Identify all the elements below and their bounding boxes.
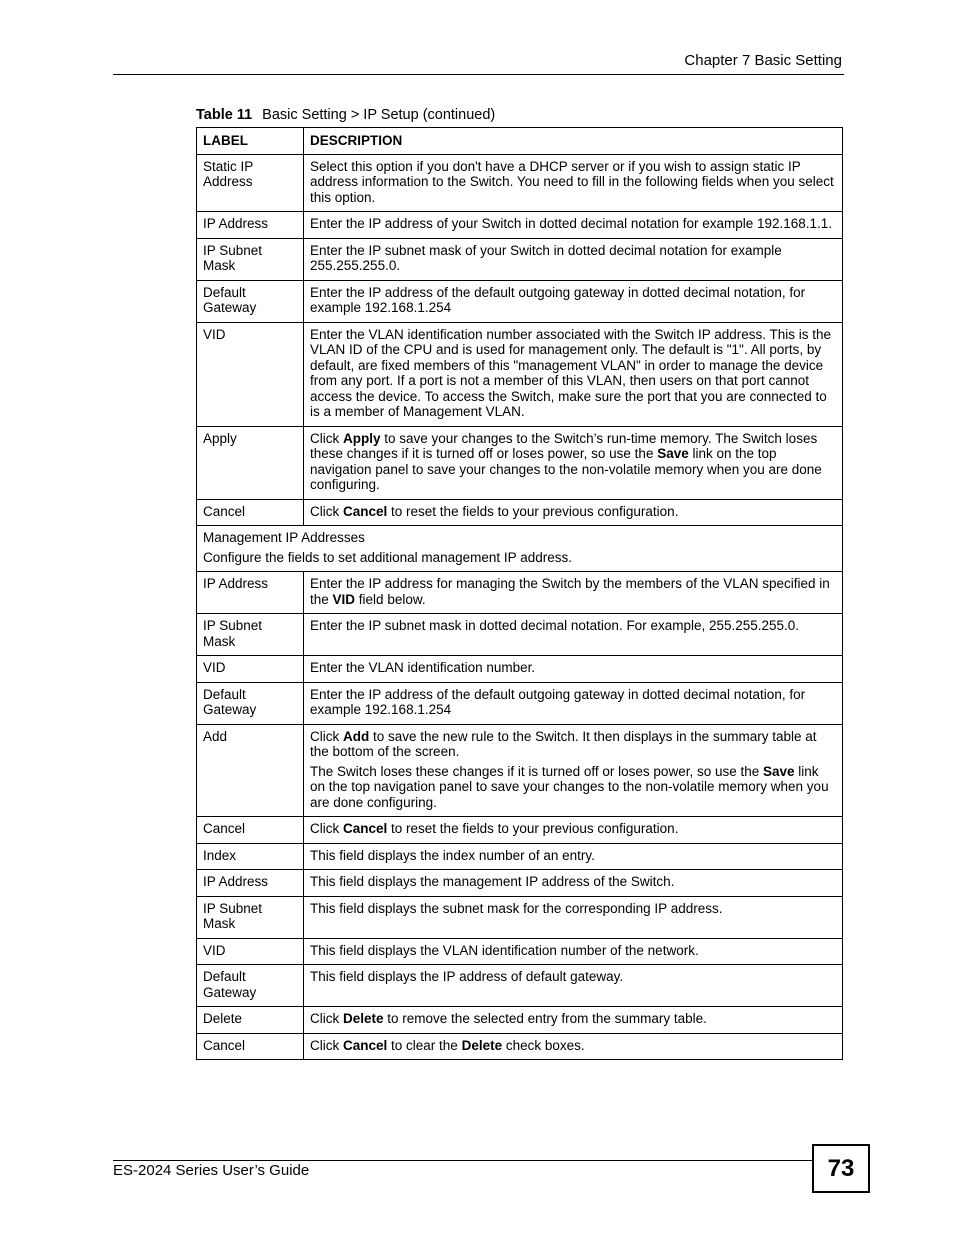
description-paragraph (310, 431, 836, 493)
table-row (197, 154, 843, 212)
row-description (304, 1033, 843, 1060)
description-paragraph (310, 848, 836, 864)
description-paragraph (310, 285, 836, 316)
bold-term: Cancel (343, 1037, 388, 1053)
row-label: Cancel (197, 1033, 304, 1060)
table-row (197, 1033, 843, 1060)
description-text: This field displays the index number of an entry. (310, 847, 595, 863)
table-caption (196, 107, 495, 123)
page-header (113, 50, 844, 75)
ip-setup-table (196, 127, 843, 1060)
description-text: Enter the IP address of the default outgoing gateway in dotted decimal notation, for example 192.168.1.254 (310, 686, 806, 717)
description-text: Enter the IP address for managing the Switch by the members of the VLAN specified in the (310, 576, 830, 607)
description-paragraph (310, 764, 836, 811)
description-text: field below. (355, 591, 426, 607)
row-description (304, 656, 843, 683)
description-text: link on the top navigation panel to save your changes to the non-volatile memory when you are done configuring. (310, 446, 822, 492)
row-description (304, 1007, 843, 1034)
row-label: Delete (197, 1007, 304, 1034)
bold-term: VID (332, 591, 356, 607)
description-text: Click (310, 430, 343, 446)
table-row (197, 656, 843, 683)
description-text: to reset the fields to your previous configuration. (387, 503, 679, 519)
table-row (197, 1007, 843, 1034)
description-text: Enter the IP subnet mask in dotted decimal notation. For example, 255.255.255.0. (310, 618, 800, 633)
bold-term: Delete (461, 1037, 503, 1053)
description-text: to save your changes to the Switch’s run-time memory. The Switch loses these changes if it is turned off or loses power, so use the (310, 430, 818, 461)
bold-term: Add (343, 728, 370, 744)
row-label: IP Subnet Mask (197, 238, 304, 280)
row-description (304, 817, 843, 844)
description-paragraph (310, 216, 836, 232)
row-description (304, 238, 843, 280)
row-label: Cancel (197, 817, 304, 844)
row-label: IP Subnet Mask (197, 614, 304, 656)
description-text: Click (310, 503, 343, 519)
row-description (304, 938, 843, 965)
table-row (197, 572, 843, 614)
description-paragraph (310, 576, 836, 607)
table-row (197, 238, 843, 280)
description-column-header: DESCRIPTION (304, 128, 843, 155)
description-text: link on the top navigation panel to save your changes to the non-volatile memory when you are done configuring. (310, 763, 829, 810)
table-row (197, 896, 843, 938)
description-paragraph (310, 660, 836, 676)
row-label: Add (197, 724, 304, 817)
description-paragraph (310, 969, 836, 985)
description-text: This field displays the VLAN identification number of the network. (310, 942, 699, 958)
description-paragraph (310, 901, 836, 917)
row-description (304, 572, 843, 614)
row-label: IP Address (197, 212, 304, 239)
table-row (197, 322, 843, 426)
description-text: Enter the IP address of your Switch in dotted decimal notation for example 192.168.1.1. (310, 216, 833, 231)
table-row (197, 682, 843, 724)
description-text: check boxes. (502, 1037, 585, 1053)
description-paragraph (310, 943, 836, 959)
description-text: to save the new rule to the Switch. It then displays in the summary table at the bottom of the screen. (310, 728, 817, 759)
bold-term: Cancel (343, 503, 388, 519)
row-label: IP Address (197, 572, 304, 614)
description-text: Enter the IP subnet mask of your Switch in dotted decimal notation for example 255.255.255.0. (310, 242, 782, 273)
table-section (197, 526, 843, 572)
table-header-row (197, 128, 843, 155)
row-description (304, 724, 843, 817)
description-text: This field displays the IP address of default gateway. (310, 969, 624, 984)
description-text: to remove the selected entry from the summary table. (383, 1011, 707, 1026)
description-paragraph (310, 821, 836, 837)
row-description (304, 154, 843, 212)
description-text: to clear the (387, 1037, 462, 1053)
table-row (197, 499, 843, 526)
description-text: Select this option if you don't have a DHCP server or if you wish to assign static IP address information to the Switch. You need to fill in the following fields when you select this option. (310, 158, 834, 205)
row-description (304, 280, 843, 322)
table-number: Table 11 (196, 107, 253, 123)
footer-rule (113, 1160, 812, 1161)
description-text: Click (310, 1011, 343, 1026)
table-row (197, 817, 843, 844)
description-paragraph (310, 618, 836, 634)
table-row (197, 280, 843, 322)
description-text: This field displays the subnet mask for the corresponding IP address. (310, 900, 723, 916)
label-column-header: LABEL (197, 128, 304, 155)
description-paragraph (310, 1011, 836, 1027)
bold-term: Cancel (343, 821, 388, 836)
guide-title: ES-2024 Series User’s Guide (113, 1162, 310, 1179)
row-label: VID (197, 322, 304, 426)
section-cell (197, 526, 843, 572)
row-description (304, 682, 843, 724)
row-label: Static IP Address (197, 154, 304, 212)
description-text: to reset the fields to your previous configuration. (387, 821, 679, 836)
bold-term: Save (657, 446, 689, 461)
table-row (197, 426, 843, 499)
row-description (304, 843, 843, 870)
table-row (197, 965, 843, 1007)
row-description (304, 426, 843, 499)
row-description (304, 870, 843, 897)
row-description (304, 499, 843, 526)
bold-term: Delete (343, 1011, 384, 1026)
table-row (197, 870, 843, 897)
description-paragraph (310, 874, 836, 890)
table-title: Basic Setting > IP Setup (continued) (262, 107, 496, 123)
row-description (304, 212, 843, 239)
table-row (197, 614, 843, 656)
row-label: Apply (197, 426, 304, 499)
row-label: Default Gateway (197, 280, 304, 322)
section-subtitle: Configure the fields to set additional management IP address. (203, 549, 572, 565)
table-row (197, 843, 843, 870)
row-label: Index (197, 843, 304, 870)
table-body-top (197, 154, 843, 526)
description-paragraph (310, 687, 836, 718)
row-label: VID (197, 656, 304, 683)
row-label: Default Gateway (197, 965, 304, 1007)
table-row (197, 938, 843, 965)
description-text: This field displays the management IP address of the Switch. (310, 874, 675, 889)
description-text: Click (310, 1037, 343, 1053)
row-label: Default Gateway (197, 682, 304, 724)
row-description (304, 322, 843, 426)
bold-term: Apply (343, 430, 381, 446)
row-description (304, 896, 843, 938)
chapter-title: Chapter 7 Basic Setting (684, 52, 842, 69)
row-description (304, 965, 843, 1007)
description-text: The Switch loses these changes if it is turned off or loses power, so use the (310, 763, 763, 779)
description-paragraph (310, 729, 836, 760)
row-label: Cancel (197, 499, 304, 526)
description-paragraph (310, 504, 836, 520)
description-paragraph (310, 327, 836, 420)
row-description (304, 614, 843, 656)
row-label: IP Subnet Mask (197, 896, 304, 938)
description-text: Enter the VLAN identification number associated with the Switch IP address. This is the VLAN ID of the CPU and is used for management only. The default is "1". All ports, by default, are fixed members of this "management VLAN" in order to manage the device from any port. If a port is not a member of this VLAN, then users on that port cannot access the device. To access the Switch, make sure the port that you are connected to is a member of Management VLAN. (310, 326, 832, 419)
row-label: IP Address (197, 870, 304, 897)
description-paragraph (310, 1038, 836, 1054)
section-row (197, 526, 843, 572)
table-body-bottom (197, 572, 843, 1060)
description-text: Enter the IP address of the default outgoing gateway in dotted decimal notation, for example 192.168.1.254 (310, 284, 806, 315)
description-paragraph (310, 243, 836, 274)
bold-term: Save (763, 763, 795, 779)
table-row (197, 212, 843, 239)
description-text: Click (310, 728, 343, 744)
section-title: Management IP Addresses (203, 530, 365, 545)
row-label: VID (197, 938, 304, 965)
description-text: Enter the VLAN identification number. (310, 660, 536, 675)
description-text: Click (310, 821, 343, 836)
page-number: 73 (812, 1144, 870, 1193)
table-row (197, 724, 843, 817)
description-paragraph (310, 159, 836, 206)
